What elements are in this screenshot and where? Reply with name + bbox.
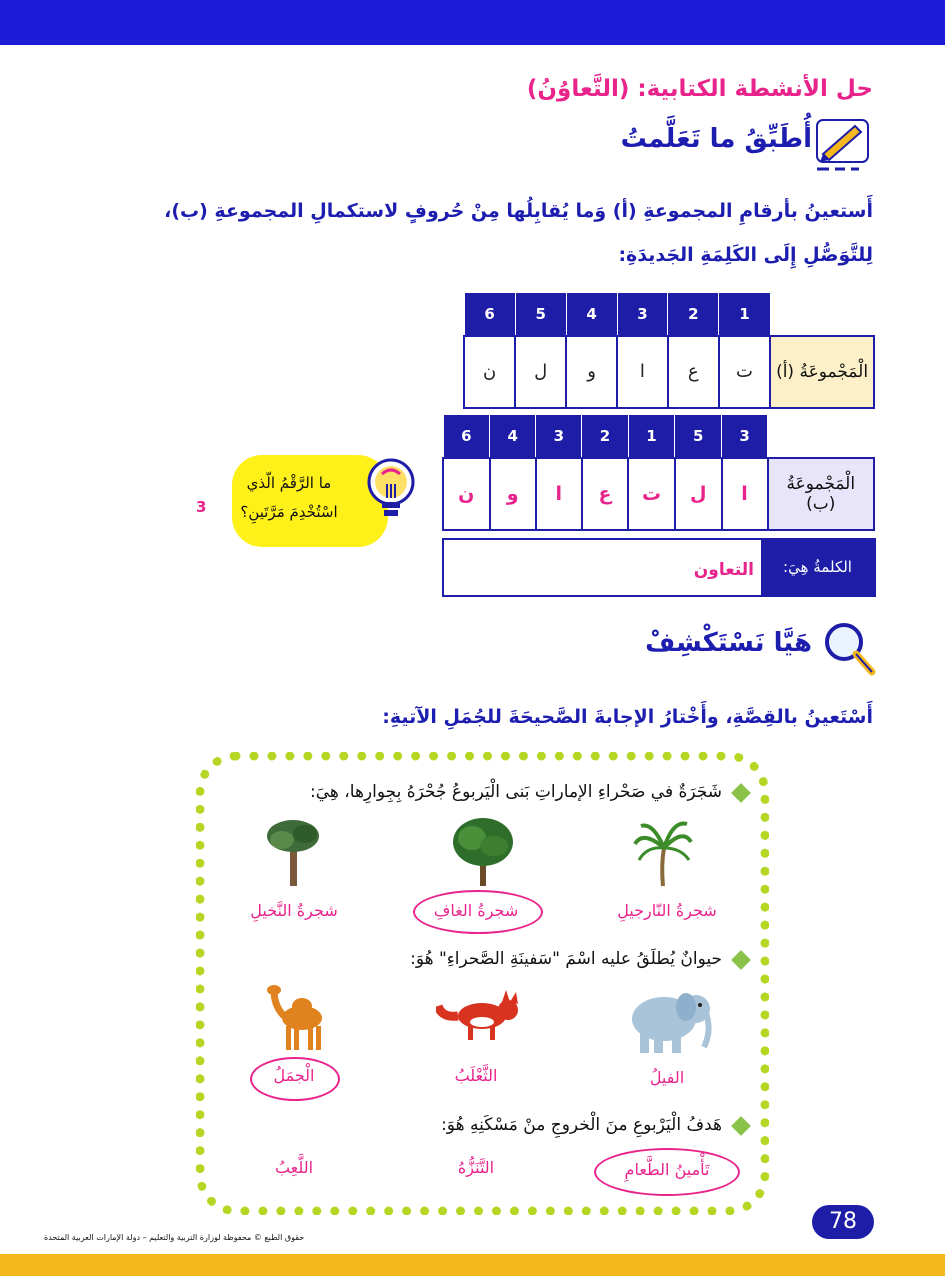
- section-heading-apply: أُطَبِّقُ ما تَعَلَّمتُ: [620, 124, 812, 154]
- hint-line-2: اسْتُخْدِمَ مَرَّتَينِ؟: [240, 503, 338, 521]
- question-1-text: شَجَرَةٌ في صَحْراءِ الإماراتِ بَنى الْيَربوعُ جُحْرَهُ بِجِوارِها، هِيَ:: [310, 782, 722, 802]
- word-box: [442, 538, 876, 597]
- group-a-letter: ا: [617, 336, 668, 408]
- group-a-number: 2: [668, 293, 719, 336]
- fox-image: [436, 988, 524, 1044]
- q1-option-palm[interactable]: شجرةُ النَّخيلِ: [250, 901, 338, 920]
- group-b-letter[interactable]: ن: [443, 458, 490, 530]
- q1-option-coconut[interactable]: شجرةُ النّارجيلِ: [617, 901, 717, 920]
- q3-option-food[interactable]: تَأْمينُ الطَّعامِ: [624, 1160, 710, 1179]
- group-a-number: 6: [464, 293, 515, 336]
- section-heading-explore: هَيَّا نَسْتَكْشِفْ: [645, 628, 812, 658]
- lightbulb-icon: [362, 456, 420, 522]
- group-b-table: [442, 414, 875, 531]
- word-answer[interactable]: التعاون: [693, 560, 754, 580]
- group-b-number: 6: [443, 415, 490, 458]
- q2-option-elephant[interactable]: الفيلُ: [649, 1068, 685, 1087]
- instruction-line-1: أَستعينُ بأرقامِ المجموعةِ (أ) وَما يُقابِلُها مِنْ حُروفٍ لاستكمالِ المجموعةِ (ب)،: [164, 200, 873, 222]
- group-b-number: 5: [675, 415, 722, 458]
- pencil-icon: [815, 118, 870, 174]
- date-palm-image: [262, 816, 324, 888]
- coconut-palm-image: [633, 820, 693, 888]
- copyright-notice: حقوق الطبع © محفوظة لوزارة التربية والتعليم – دولة الإمارات العربية المتحدة: [44, 1233, 305, 1242]
- camel-image: [262, 982, 334, 1054]
- hint-answer[interactable]: 3: [196, 498, 207, 516]
- question-2-text: حيوانٌ يُطلَقُ عليه اسْمَ "سَفينَةِ الصَّحراءِ" هُوَ:: [410, 949, 722, 969]
- instruction-line-2: لِلتَّوَصُّلِ إِلَى الكَلِمَةِ الجَديدَةِ:: [618, 244, 873, 266]
- question-3-text: هَدفُ الْيَرْبوعِ منَ الْخروجِ منْ مَسْكَنِهِ هُوَ:: [441, 1115, 722, 1135]
- instruction-explore: أَسْتَعينُ بالقِصَّةِ، وأَخْتارُ الإجابةَ الصَّحيحَةَ للجُمَلِ الآتيةِ:: [382, 706, 873, 728]
- q2-option-fox[interactable]: الثَّعْلَبُ: [454, 1066, 498, 1085]
- group-b-number: 1: [628, 415, 675, 458]
- magnifier-icon: [822, 620, 878, 678]
- q3-option-play[interactable]: اللَّعِبُ: [274, 1158, 314, 1177]
- ghaf-tree-image: [450, 816, 516, 888]
- group-a-letter: و: [566, 336, 617, 408]
- group-b-letter[interactable]: ل: [675, 458, 722, 530]
- group-b-label: الْمَجْموعَةُ (ب): [768, 458, 874, 530]
- group-b-letter[interactable]: ت: [628, 458, 675, 530]
- bottom-banner: [0, 1254, 945, 1276]
- group-b-letter[interactable]: ع: [582, 458, 628, 530]
- group-a-label: الْمَجْموعَةُ (أ): [770, 336, 874, 408]
- group-b-number: 2: [582, 415, 628, 458]
- group-a-number: 5: [515, 293, 566, 336]
- group-b-letter[interactable]: ا: [722, 458, 768, 530]
- elephant-image: [620, 985, 716, 1057]
- group-a-table: [463, 292, 875, 409]
- group-b-number: 3: [722, 415, 768, 458]
- group-b-letter[interactable]: و: [490, 458, 536, 530]
- page-title: حل الأنشطة الكتابية: (التَّعاوُنُ): [526, 76, 873, 102]
- q3-option-stroll[interactable]: التَّنَزُّهُ: [457, 1158, 495, 1177]
- group-a-letter: ل: [515, 336, 566, 408]
- hint-text: [224, 469, 354, 527]
- group-a-letter: ع: [668, 336, 719, 408]
- page-number: 78: [812, 1205, 874, 1239]
- top-banner: [0, 0, 945, 45]
- q1-option-ghaf[interactable]: شجرةُ الغافِ: [433, 901, 519, 920]
- q2-option-camel[interactable]: الْجمَلُ: [273, 1066, 315, 1085]
- word-label: الكلمةُ هِيَ:: [761, 540, 874, 595]
- group-a-number: 4: [566, 293, 617, 336]
- group-b-number: 4: [490, 415, 536, 458]
- group-a-number: 1: [719, 293, 770, 336]
- group-a-letter: ن: [464, 336, 515, 408]
- group-b-number: 3: [536, 415, 582, 458]
- group-a-letter: ت: [719, 336, 770, 408]
- hint-line-1: ما الرَّقْمُ الّذي: [246, 474, 332, 492]
- group-a-number: 3: [617, 293, 668, 336]
- group-b-letter[interactable]: ا: [536, 458, 582, 530]
